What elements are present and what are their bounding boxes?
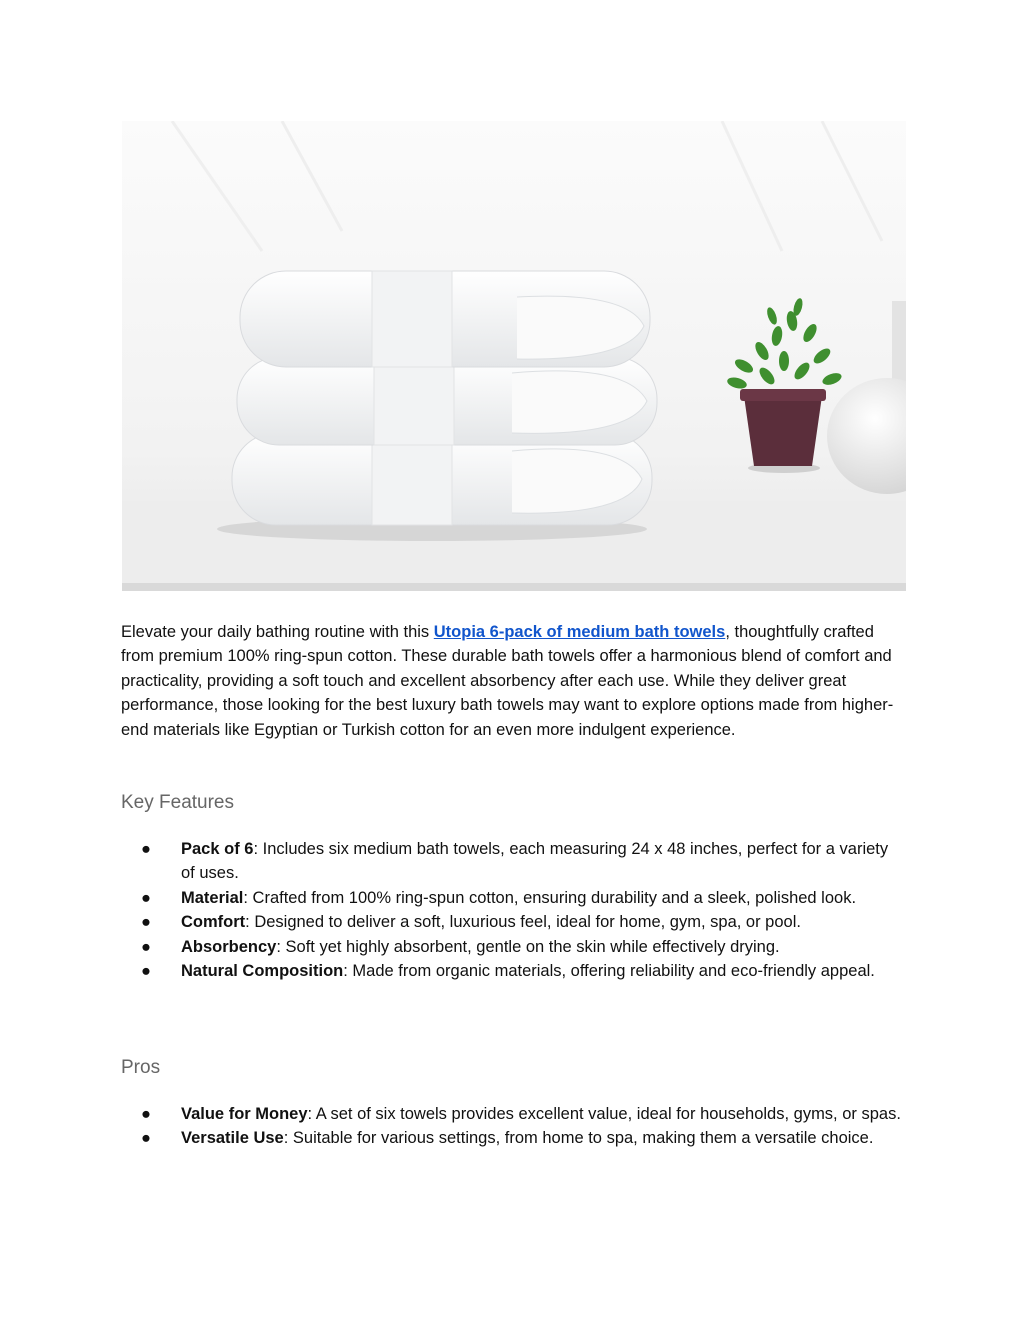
pro-term: Versatile Use	[181, 1129, 284, 1148]
feature-text: : Crafted from 100% ring-spun cotton, ensuring durability and a sleek, polished look.	[243, 888, 857, 907]
bullet: ●	[141, 840, 151, 858]
feature-text: : Designed to deliver a soft, luxurious feel, ideal for home, gym, spa, or pool.	[245, 913, 801, 932]
feature-term: Natural Composition	[181, 962, 344, 981]
list-item	[121, 910, 906, 934]
key-features-list	[121, 837, 906, 983]
pros-list	[121, 1102, 906, 1151]
towel-bottom	[232, 433, 652, 525]
intro-text-end: , thoughtfully crafted from premium 100% ring-spun cotton. These durable bath towels offer a harmonious blend of comfort and practicality, providing a soft touch and excellent absorbency after each use. While they deliver great performance, those looking for the best luxury bath towels may want to explore options made from higher-end materials like Egyptian or Turkish cotton for an even more indulgent experience.	[121, 623, 894, 739]
list-item	[121, 959, 906, 983]
pros-heading: Pros	[121, 1057, 161, 1078]
feature-text: : Soft yet highly absorbent, gentle on the skin while effectively drying.	[276, 937, 780, 956]
list-item	[121, 1126, 906, 1150]
towel-middle	[237, 357, 657, 445]
feature-term: Comfort	[181, 913, 246, 932]
list-item	[121, 886, 906, 910]
bullet: ●	[141, 962, 151, 981]
bullet: ●	[141, 1129, 151, 1148]
product-photo-towels	[122, 121, 906, 591]
feature-term: Pack of 6	[181, 840, 254, 858]
bullet: ●	[141, 913, 151, 932]
list-item	[121, 935, 906, 959]
bullet: ●	[141, 1105, 151, 1123]
product-link[interactable]: Utopia 6-pack of medium bath towels	[433, 623, 726, 641]
feature-term: Absorbency	[181, 937, 277, 956]
bullet: ●	[141, 888, 151, 907]
bullet: ●	[141, 937, 151, 956]
pro-text: : A set of six towels provides excellent value, ideal for households, gyms, or spas.	[307, 1105, 901, 1123]
list-item	[121, 837, 906, 886]
key-features-heading: Key Features	[121, 792, 234, 813]
pro-text: : Suitable for various settings, from home to spa, making them a versatile choice.	[283, 1129, 874, 1148]
feature-text: : Includes six medium bath towels, each measuring 24 x 48 inches, perfect for a variety of uses.	[181, 840, 889, 883]
intro-paragraph	[121, 620, 906, 742]
pro-term: Value for Money	[181, 1105, 308, 1123]
list-item	[121, 1102, 906, 1126]
feature-term: Material	[181, 888, 244, 907]
feature-text: : Made from organic materials, offering reliability and eco-friendly appeal.	[343, 962, 875, 981]
intro-text-start: Elevate your daily bathing routine with this	[121, 623, 434, 641]
towel-top	[240, 271, 650, 367]
